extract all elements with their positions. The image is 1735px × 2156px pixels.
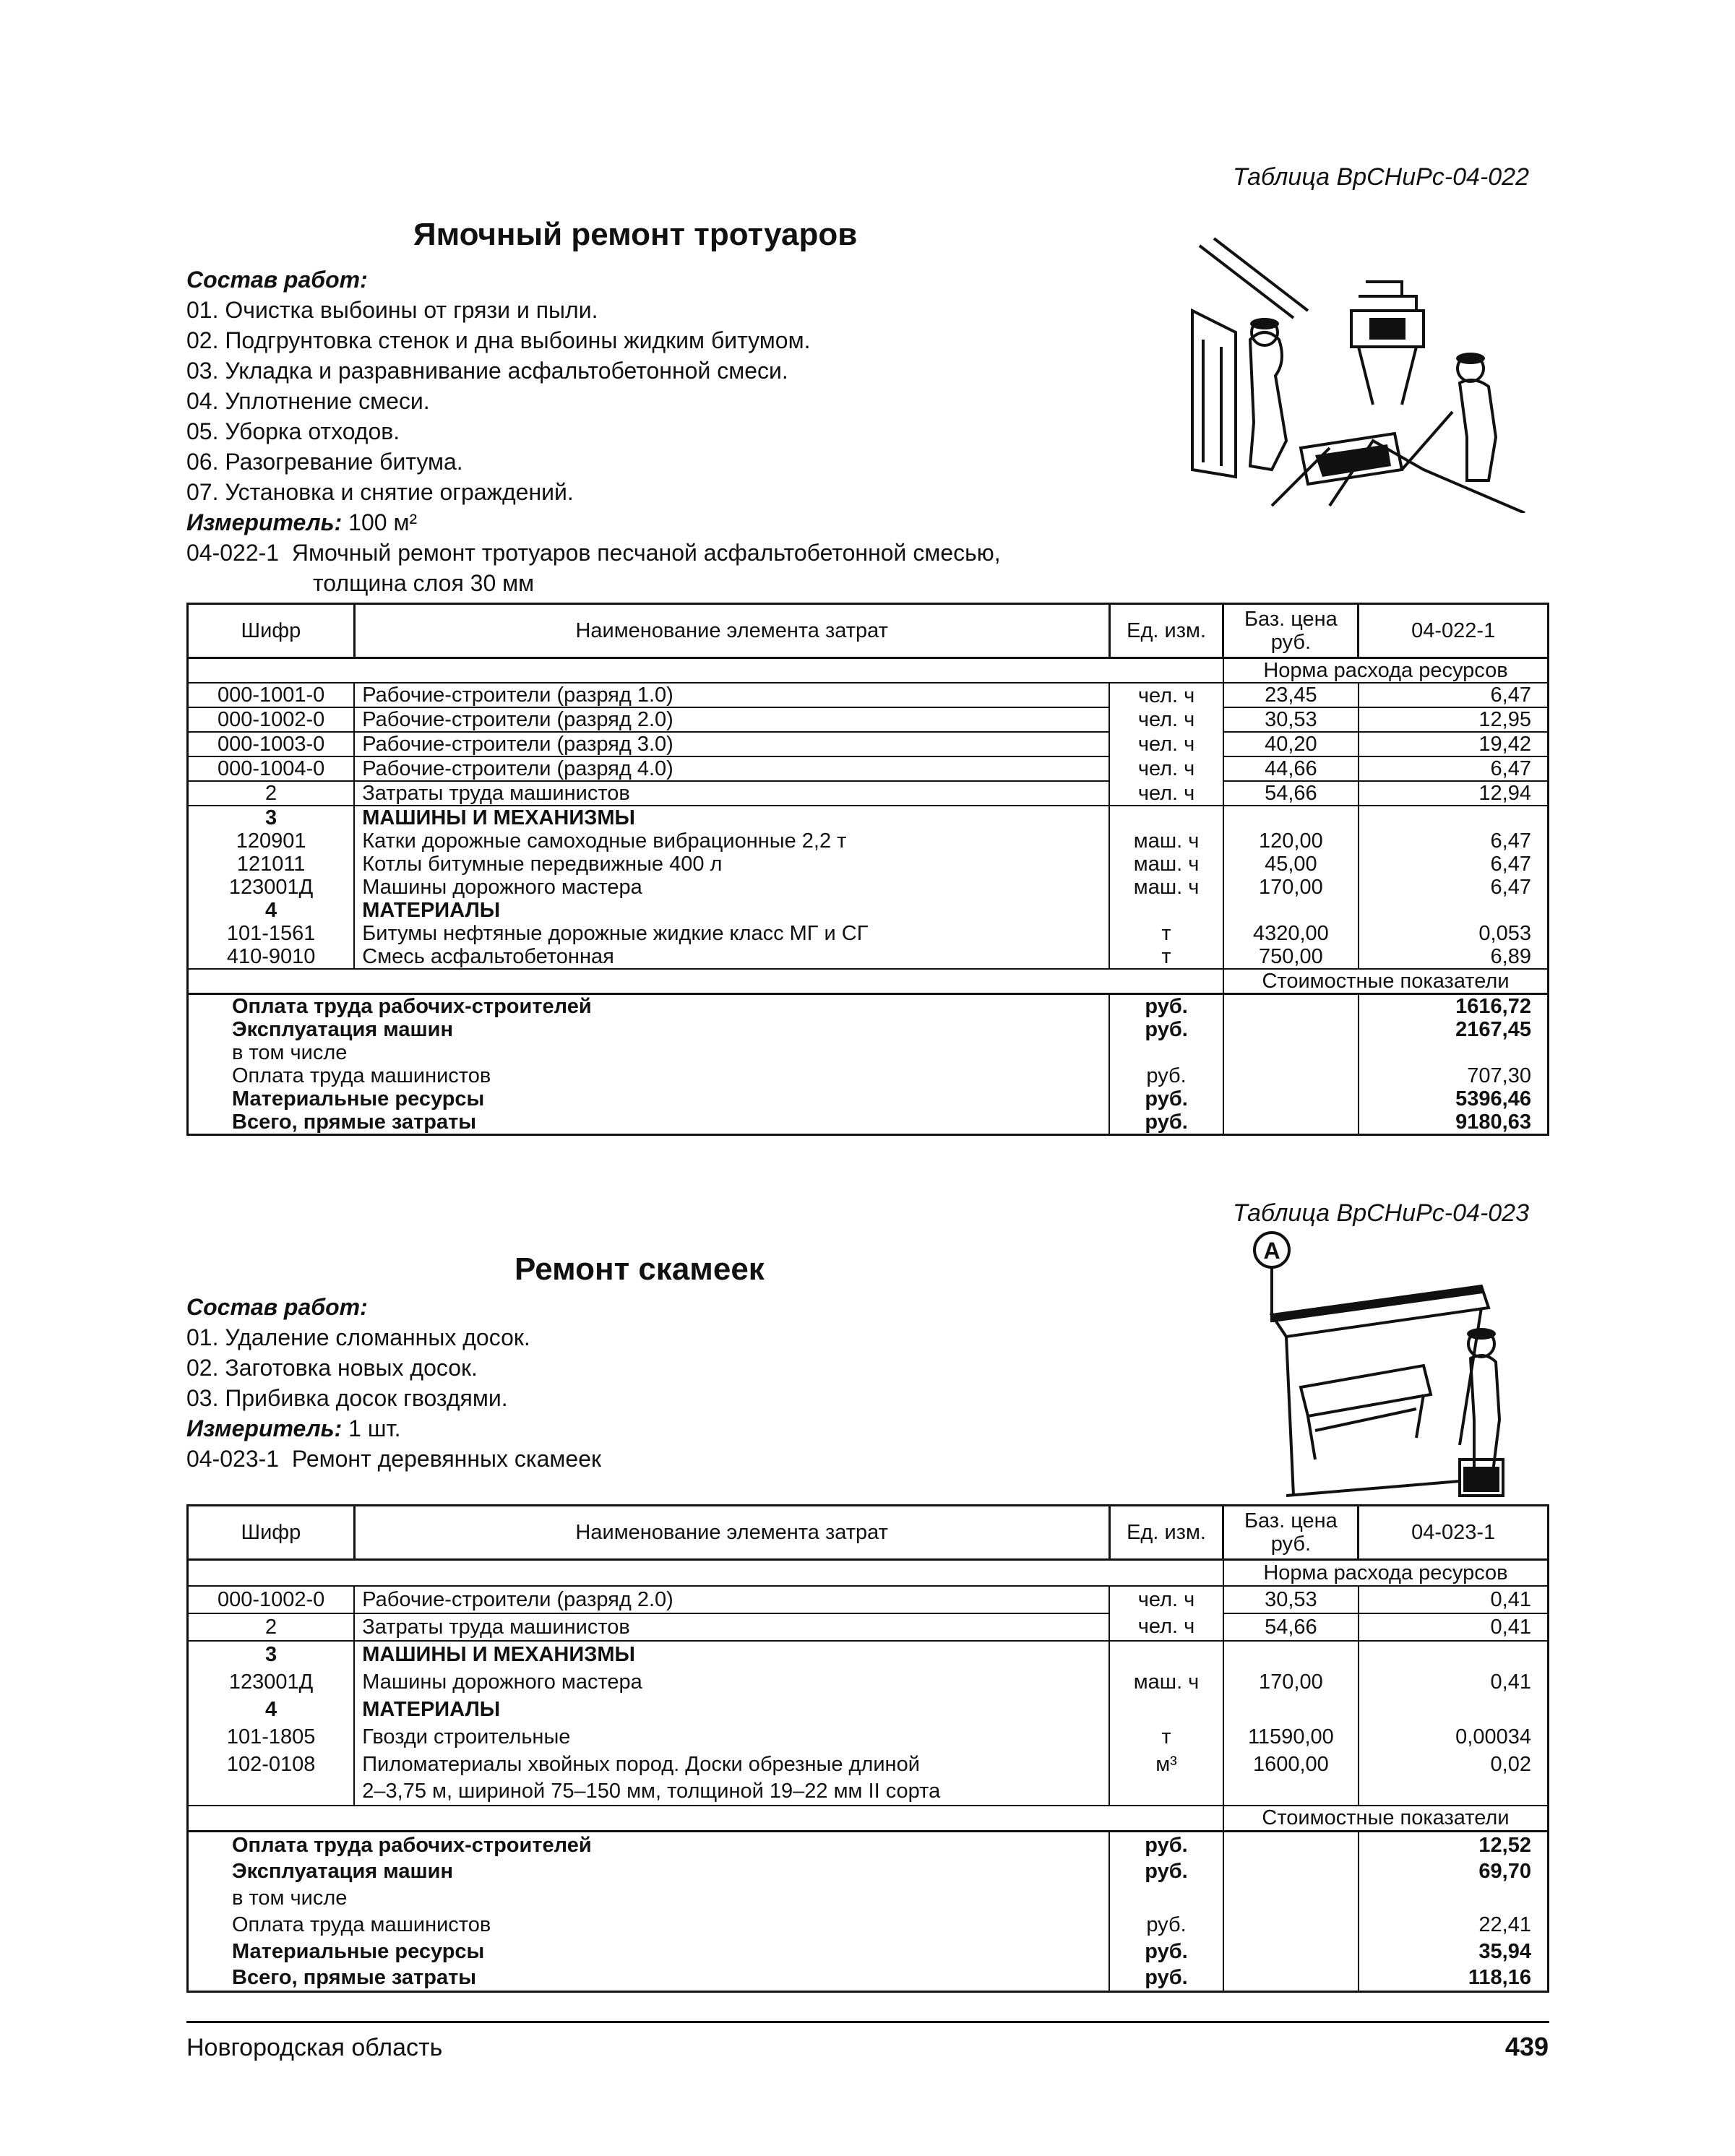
table-row <box>188 853 1549 876</box>
table-cell: 000-1003-0 <box>188 732 355 756</box>
table-row-section <box>188 1696 1549 1723</box>
header-name: Наименование элемента затрат <box>354 1506 1109 1560</box>
summary-row <box>188 1087 1549 1111</box>
table-row <box>188 829 1549 853</box>
table-row <box>188 945 1549 969</box>
table-cell: 102-0108 <box>188 1751 355 1778</box>
table-cell <box>1359 1885 1549 1912</box>
table-cell: 750,00 <box>1223 945 1359 969</box>
summary-row <box>188 1885 1549 1912</box>
table-cell: 4 <box>188 1696 355 1723</box>
code-line: 04-022-1 Ямочный ремонт тротуаров песчаной асфальтобетонной смесью, <box>186 540 1001 566</box>
work-step: 01. Очистка выбоины от грязи и пыли. <box>186 297 598 323</box>
table-cell <box>1223 1041 1359 1064</box>
table-row-section <box>188 806 1549 829</box>
table-cell: Оплата труда рабочих-строителей <box>188 1832 1110 1858</box>
summary-row-total <box>188 1111 1549 1135</box>
table-cell: 410-9010 <box>188 945 355 969</box>
bench-repair-illustration <box>1243 1228 1517 1503</box>
table-cell <box>1359 1696 1549 1723</box>
table-cell: 45,00 <box>1223 853 1359 876</box>
footer-divider <box>186 2021 1549 2023</box>
table-cell: Рабочие-строители (разряд 4.0) <box>354 756 1109 781</box>
header-norm-code: 04-023-1 <box>1359 1506 1549 1560</box>
table-row <box>188 1751 1549 1778</box>
header-unit: Ед. изм. <box>1109 604 1223 658</box>
section-title-bench-repair: Ремонт скамеек <box>515 1251 765 1287</box>
table-cell: 69,70 <box>1478 1860 1531 1883</box>
table-cell: чел. ч <box>1109 732 1223 756</box>
table-cell <box>1223 1778 1359 1806</box>
summary-row <box>188 1912 1549 1939</box>
table-cell: Рабочие-строители (разряд 3.0) <box>354 732 1109 756</box>
resource-table-04-023 <box>186 1504 1549 1993</box>
table-cell: 0,053 <box>1478 922 1531 945</box>
table-cell <box>1223 994 1359 1019</box>
table-cell <box>1109 1778 1223 1806</box>
table-row <box>188 1668 1549 1696</box>
summary-row <box>188 1064 1549 1087</box>
table-cell: 9180,63 <box>1455 1111 1531 1134</box>
table-cell: 54,66 <box>1223 781 1359 806</box>
table-cell: 170,00 <box>1223 1668 1359 1696</box>
work-step: 04. Уплотнение смеси. <box>186 388 430 414</box>
table-cell: 30,53 <box>1223 1586 1359 1613</box>
table-cell: чел. ч <box>1109 1586 1223 1613</box>
table-cell: руб. <box>1109 1111 1223 1135</box>
table-cell: МАТЕРИАЛЫ <box>354 899 1109 922</box>
table-cell: Затраты труда машинистов <box>354 781 1109 806</box>
table-cell: Материальные ресурсы <box>188 1087 1110 1111</box>
code-line-continued: толщина слоя 30 мм <box>313 570 535 596</box>
table-row <box>188 1723 1549 1751</box>
table-cell: 40,20 <box>1223 732 1359 756</box>
table-row <box>188 707 1549 732</box>
table-cell: чел. ч <box>1109 707 1223 732</box>
table-cell: Оплата труда машинистов <box>188 1064 1110 1087</box>
header-unit: Ед. изм. <box>1109 1506 1223 1560</box>
table-cell: 5396,46 <box>1455 1087 1531 1111</box>
table-cell: Материальные ресурсы <box>188 1939 1110 1965</box>
table-cell: 12,94 <box>1359 781 1549 806</box>
footer-region: Новгородская область <box>186 2034 443 2061</box>
table-cell: 707,30 <box>1467 1064 1531 1087</box>
table-cell: Эксплуатация машин <box>188 1018 1110 1041</box>
table-cell: руб. <box>1109 994 1223 1019</box>
table-cell: Рабочие-строители (разряд 2.0) <box>354 707 1109 732</box>
table-cell <box>1359 1778 1549 1806</box>
table-cell: Битумы нефтяные дорожные жидкие класс МГ и СГ <box>354 922 1109 945</box>
table-cell: Всего, прямые затраты <box>188 1965 1110 1992</box>
summary-row-total <box>188 1965 1549 1992</box>
sign-letter: А <box>1263 1238 1280 1264</box>
table-id-04-023: Таблица ВрСНиРс-04-023 <box>1232 1199 1529 1227</box>
table-cell: 19,42 <box>1359 732 1549 756</box>
table-cell: маш. ч <box>1109 876 1223 899</box>
table-cell <box>188 1806 1223 1832</box>
table-row <box>188 683 1549 707</box>
work-step: 02. Подгрунтовка стенок и дна выбоины жидким битумом. <box>186 327 811 353</box>
table-cell: 44,66 <box>1223 756 1359 781</box>
table-cell: Оплата труда рабочих-строителей <box>188 994 1110 1019</box>
table-cell: 11590,00 <box>1223 1723 1359 1751</box>
table-cell: 4 <box>188 899 355 922</box>
table-cell: руб. <box>1109 1965 1223 1992</box>
table-cell <box>188 658 1223 684</box>
table-cell <box>1223 1939 1359 1965</box>
table-cell: чел. ч <box>1109 683 1223 707</box>
table-row <box>188 1613 1549 1641</box>
table-cell: 2167,45 <box>1455 1018 1531 1041</box>
table-cell: т <box>1109 945 1223 969</box>
table-cell: 000-1004-0 <box>188 756 355 781</box>
table-cell: руб. <box>1109 1832 1223 1858</box>
header-name: Наименование элемента затрат <box>354 604 1109 658</box>
table-cell: 6,47 <box>1490 876 1531 899</box>
table-cell: 1616,72 <box>1455 995 1531 1018</box>
table-cell <box>1223 1018 1359 1041</box>
table-row <box>188 781 1549 806</box>
table-cell: 6,89 <box>1490 945 1531 968</box>
table-cell: маш. ч <box>1109 829 1223 853</box>
table-cell <box>1223 1641 1359 1668</box>
table-cell <box>1223 1858 1359 1885</box>
table-cell <box>188 1560 1223 1586</box>
table-row <box>188 756 1549 781</box>
table-row <box>188 876 1549 899</box>
table-cell: Эксплуатация машин <box>188 1858 1110 1885</box>
table-cell <box>1223 1885 1359 1912</box>
table-row <box>188 732 1549 756</box>
table-cell: 123001Д <box>188 876 355 899</box>
table-cell <box>1223 1064 1359 1087</box>
table-cell: Рабочие-строители (разряд 2.0) <box>354 1586 1109 1613</box>
table-cell: Машины дорожного мастера <box>354 876 1109 899</box>
table-cell: руб. <box>1109 1858 1223 1885</box>
table-cell: 6,47 <box>1359 683 1549 707</box>
table-cell: чел. ч <box>1109 1613 1223 1641</box>
table-cell <box>1223 899 1359 922</box>
table-cell <box>1223 1111 1359 1135</box>
table-cell: Смесь асфальтобетонная <box>354 945 1109 969</box>
table-cell: т <box>1109 922 1223 945</box>
table-cell: в том числе <box>188 1885 1110 1912</box>
table-cell <box>1223 1696 1359 1723</box>
table-cell: Гвозди строительные <box>354 1723 1109 1751</box>
measure-label: Измеритель: <box>186 509 343 535</box>
table-cell: 000-1002-0 <box>188 707 355 732</box>
table-cell: т <box>1109 1723 1223 1751</box>
table-cell: маш. ч <box>1109 853 1223 876</box>
table-cell: 6,47 <box>1490 829 1531 853</box>
summary-row <box>188 1018 1549 1041</box>
table-cell: 2–3,75 м, шириной 75–150 мм, толщиной 19–22 мм II сорта <box>354 1778 1109 1806</box>
table-cell <box>1223 1087 1359 1111</box>
table-cell: Котлы битумные передвижные 400 л <box>354 853 1109 876</box>
table-cell <box>1223 1912 1359 1939</box>
table-cell: 12,95 <box>1359 707 1549 732</box>
table-cell <box>1359 899 1549 922</box>
table-cell: 170,00 <box>1223 876 1359 899</box>
table-cell: 2 <box>188 781 355 806</box>
table-cell: руб. <box>1109 1912 1223 1939</box>
table-cell: 54,66 <box>1223 1613 1359 1641</box>
table-cell: Оплата труда машинистов <box>188 1912 1110 1939</box>
section-title-sidewalk-repair: Ямочный ремонт тротуаров <box>413 217 858 252</box>
table-cell <box>1109 1885 1223 1912</box>
summary-row <box>188 1939 1549 1965</box>
table-cell: МАТЕРИАЛЫ <box>354 1696 1109 1723</box>
norm-label: Норма расхода ресурсов <box>1223 658 1549 684</box>
table-cell: Пиломатериалы хвойных пород. Доски обрезные длиной <box>354 1751 1109 1778</box>
cost-label: Стоимостные показатели <box>1223 1806 1549 1832</box>
table-cell: 000-1001-0 <box>188 683 355 707</box>
table-cell: 2 <box>188 1613 355 1641</box>
table-cell: МАШИНЫ И МЕХАНИЗМЫ <box>354 806 1109 829</box>
table-cell <box>1359 1041 1549 1064</box>
table-cell <box>1109 1041 1223 1064</box>
table-cell: Всего, прямые затраты <box>188 1111 1110 1135</box>
header-norm-code: 04-022-1 <box>1359 604 1549 658</box>
table-cell <box>1109 1641 1223 1668</box>
table-cell: 000-1002-0 <box>188 1586 355 1613</box>
composition-label: Состав работ: <box>186 1294 368 1320</box>
work-step: 01. Удаление сломанных досок. <box>186 1324 530 1350</box>
table-cell: маш. ч <box>1109 1668 1223 1696</box>
table-cell: 0,02 <box>1490 1752 1531 1776</box>
table-cell: 118,16 <box>1468 1966 1531 1990</box>
table-cell: 3 <box>188 806 355 829</box>
table-cell: 6,47 <box>1490 853 1531 876</box>
table-cell: 35,94 <box>1478 1940 1531 1963</box>
table-cell: Затраты труда машинистов <box>354 1613 1109 1641</box>
table-header-row <box>188 1506 1549 1560</box>
table-cell: 120,00 <box>1223 829 1359 853</box>
workers-repair-illustration <box>1185 231 1532 513</box>
table-cell: 123001Д <box>188 1668 355 1696</box>
table-cell <box>1223 1832 1359 1858</box>
table-cell: 0,41 <box>1490 1670 1531 1694</box>
table-cell: м³ <box>1109 1751 1223 1778</box>
table-cell: 12,52 <box>1478 1833 1531 1857</box>
measure-value: 100 м² <box>348 509 418 535</box>
table-cell: чел. ч <box>1109 756 1223 781</box>
summary-row <box>188 994 1549 1019</box>
table-row-section <box>188 899 1549 922</box>
table-cell: 30,53 <box>1223 707 1359 732</box>
table-cell: 120901 <box>188 829 355 853</box>
table-cell <box>1223 1965 1359 1992</box>
resource-table-04-022 <box>186 603 1549 1136</box>
work-step: 03. Укладка и разравнивание асфальтобетонной смеси. <box>186 358 788 384</box>
table-cell: Рабочие-строители (разряд 1.0) <box>354 683 1109 707</box>
table-cell: 4320,00 <box>1223 922 1359 945</box>
table-cell <box>1109 1696 1223 1723</box>
summary-row <box>188 1832 1549 1858</box>
table-row <box>188 1586 1549 1613</box>
table-cell <box>1109 899 1223 922</box>
table-cell <box>188 969 1223 994</box>
work-step: 06. Разогревание битума. <box>186 449 463 475</box>
table-row-continued <box>188 1778 1549 1806</box>
table-cell: руб. <box>1109 1939 1223 1965</box>
table-cell: 22,41 <box>1478 1913 1531 1936</box>
cost-label: Стоимостные показатели <box>1223 969 1549 994</box>
table-header-row <box>188 604 1549 658</box>
page-number: 439 <box>1504 2032 1549 2061</box>
header-price: Баз. цена руб. <box>1223 1506 1359 1560</box>
table-cell: чел. ч <box>1109 781 1223 806</box>
norm-label: Норма расхода ресурсов <box>1223 1560 1549 1586</box>
table-id-04-022: Таблица ВрСНиРс-04-022 <box>1232 163 1529 191</box>
table-row-section <box>188 1641 1549 1668</box>
table-cell: 121011 <box>188 853 355 876</box>
summary-row <box>188 1858 1549 1885</box>
table-cell: 101-1561 <box>188 922 355 945</box>
table-cell: руб. <box>1109 1064 1223 1087</box>
table-cell: 6,47 <box>1359 756 1549 781</box>
work-composition-04-022 <box>186 264 1001 598</box>
table-cell: 101-1805 <box>188 1723 355 1751</box>
table-cell <box>1109 806 1223 829</box>
table-cell: Катки дорожные самоходные вибрационные 2,2 т <box>354 829 1109 853</box>
work-step: 05. Уборка отходов. <box>186 418 400 444</box>
table-cell: 1600,00 <box>1223 1751 1359 1778</box>
table-row <box>188 922 1549 945</box>
header-price: Баз. цена руб. <box>1223 604 1359 658</box>
table-cell: 0,00034 <box>1455 1725 1531 1748</box>
table-cell: Машины дорожного мастера <box>354 1668 1109 1696</box>
table-cell: 0,41 <box>1359 1613 1549 1641</box>
table-cell <box>1359 806 1549 829</box>
table-cell: 0,41 <box>1359 1586 1549 1613</box>
work-step: 03. Прибивка досок гвоздями. <box>186 1385 508 1411</box>
work-composition-04-023 <box>186 1292 601 1474</box>
work-step: 07. Установка и снятие ограждений. <box>186 479 574 505</box>
header-code: Шифр <box>188 604 355 658</box>
table-cell: 23,45 <box>1223 683 1359 707</box>
table-cell: руб. <box>1109 1018 1223 1041</box>
measure-label: Измеритель: <box>186 1415 343 1441</box>
table-cell: руб. <box>1109 1087 1223 1111</box>
table-cell: 3 <box>188 1641 355 1668</box>
code-line: 04-023-1 Ремонт деревянных скамеек <box>186 1446 601 1472</box>
table-cell <box>1359 1641 1549 1668</box>
summary-row <box>188 1041 1549 1064</box>
header-code: Шифр <box>188 1506 355 1560</box>
table-cell: МАШИНЫ И МЕХАНИЗМЫ <box>354 1641 1109 1668</box>
table-cell <box>1223 806 1359 829</box>
composition-label: Состав работ: <box>186 267 368 293</box>
table-cell <box>188 1778 355 1806</box>
table-cell: в том числе <box>188 1041 1110 1064</box>
measure-value: 1 шт. <box>348 1415 401 1441</box>
work-step: 02. Заготовка новых досок. <box>186 1355 478 1381</box>
